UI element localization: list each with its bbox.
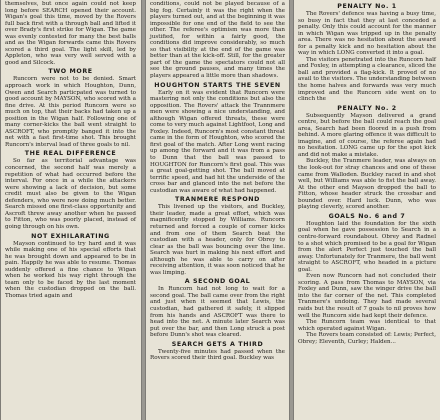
report-paragraph: Buckley, the Tranmere leader, was always on the look-out for stray chances and one of these came from Walloden. Buckley raced in and shot well, but Williams was able to fist the ball away. At the other end Mayson dropped the ball to Fitton, whose header struck the crossbar and bounded over. Hard luck. Dunn, who was playing cleverly, scored another. <box>298 158 436 211</box>
report-paragraph: Early on it was evident that Runcorn were mastering not only the conditions but also the opposition. The Rovers' attack the Trannmere men were showing a nice understanding, and although Wigan offered threats, these were come to very much against Lightfoot, Long and Foxley. Indeed, Runcorn's most constant threat came in the form of Houghton, who scored the first goal of the match. After Long went racing up among the forward and it was from a pass to Dunn that the ball was passed to HOUGHTON for Runcorn's first goal. This was a great goal-getting shot. The ball moved at terrific speed, and had hit the underside of the cross bar and glanced into the net before the custodian was aware of what had happened. <box>150 89 285 194</box>
report-paragraph: Mayson continued to try hard and it was while making one of his special efforts that he was brought down and appeared to be in pain. Happily he was able to resume. Thomas suddenly offered a fine chance to Wigan when he worked his way right through the team only to be faced by the last moment when the custodian dropped on the ball. Thomas tried again and <box>5 240 136 299</box>
report-paragraph: Houghton laid the foundation for the sixth goal when he gave possession to Search in a centre-forward roundabout. Obrey and Radnel to a shot which promised to be a goal for Wigan from the alert Perfect just touched the ball away. Unfortunately for Tranmere, the ball went straight to ASCROFT, who headed in a picture goal. <box>298 220 436 273</box>
report-paragraph: Runcorn were not to be denied. Smart approach work in which Houghton, Dunn, Owen and Search particpated was turned to good account by MAYSON, who scored with a fine drive. At this period Runcorn were so much on top, that their backs had taken up a position in the Wigan half. Following one of many corner-kicks the ball went straight to ASCROFT, who promptly banged it into the net with a fast first-time shot. This brought Runcorn's interval lead of three goals to nil. <box>5 76 136 148</box>
subheading: TWO MORE <box>48 68 93 76</box>
clipping-column-left <box>1 0 141 420</box>
report-paragraph: conditions, could not be played because of a big fog. Certainly it was the right when the players turned out, and at the beginning it was impossible for one end of the field to see the other. The referee's optimism was more than justified, for within a fairly good, the conditions did improve considerably, so much so that visibility at the end of the game was better than at the kick-off. Still, for the greater part of the game the spectators could not all see the ground pauses, and many times the players appeared a little more than shadows. <box>150 1 285 80</box>
subheading: TRANMERE RESPOND <box>175 196 260 204</box>
report-paragraph: The Rovers' defence was having a busy time, so busy in fact that they at last conceded a penalty. Only this could account for the manner in which Wigan was tripped up in the penalty area. There was no hesitation about the award for a penalty kick and no hesitation about the way in which LONG converted it into a goal. <box>298 11 436 57</box>
report-paragraph: Even now Runcorn had not concluded their scoring. A pass from Thomas to MAYSON, via Foxley and Dunn, saw the winger drive the ball into the far corner of the net. This completed Tranmere's undoing. They had made several raids but the result of 7 goals to nil proves how well the Runcorn side had kept their defence. <box>298 273 436 319</box>
subheading: A SECOND GOAL <box>184 278 251 286</box>
report-paragraph: The Runcorn team was identical to that which operated against Wigan. <box>298 319 436 332</box>
clipping-column-right <box>294 0 440 420</box>
subheading: THE REAL DIFFERENCE <box>24 150 117 158</box>
subheading: GOALS No. 6 and 7 <box>328 212 406 220</box>
report-paragraph: Subsequently Mayson delivered a grand centre, but before the ball could reach the goal area, Search had been floored in a push from behind. A more glaring offence it was difficult to imagine, and of course, the referee again had no hesitation. LONG came up for the spot kick and did not make a mistake. <box>298 112 436 158</box>
report-paragraph: The Rovers team consisted of: Lewis; Perfect, Obrey; Eleventh, Curley; Halden... <box>298 332 436 345</box>
subheading: SEARCH GETS A THIRD <box>171 340 264 348</box>
report-paragraph: This livened up the visitors, and Buckley, their leader, made a great effort, which was magnificently stopped by Williams. Runcorn returned and forced a couple of corner kicks and from one of them Search beat the custodian with a header, only for Obrey to clear as the ball was bouncing over the line. Search was hurt in making his next effort and although he was able to carry on after receiving attention, it was soon noticed that he was limping. <box>150 204 285 276</box>
clipping-column-middle <box>146 0 289 420</box>
subheading: PENALTY No. 2 <box>337 104 397 112</box>
subheading: NOT EXHILARATING <box>31 232 110 240</box>
report-paragraph: So far as territorial advantage was concerned, the second half was merely a repetition of what had occurred before the interval. For once in a while the attackers were showing a lack of decision, but some credit must also be given to the Wigan defenders, who were now doing much better. Search missed one first-class opportunity and Ascroft threw away another when he passed to Fitton, who was poorly placed, instead of going through on his own. <box>5 158 136 230</box>
report-paragraph: The visitors penetrated into the Runcorn half and Foxley, in attempting a clearance, sliced the ball and provided a flag-kick. It proved of no avail to the visitors. The understanding between the home halves and forwards was very much improved and the Runcorn side went on to clinch the <box>298 56 436 103</box>
report-paragraph: themselves, but once again could not keep long before SEARCH opened their account. Wigan's goal this time, moved by the Rovers full back first with a through ball and lifted it over Brady's first strike for Wigan. The game was evenly contested for many the best balls and as the Wigan forwards came this Rovers scored a third goal. The light skill, led by Appleton, who was very well served with a good and Silcock. <box>5 1 136 66</box>
subheading: PENALTY No. 1 <box>337 3 397 10</box>
subheading: HOUGHTON STARTS THE SEVEN <box>154 81 281 89</box>
report-paragraph: In Runcorn had not long to wait for a second goal. The ball came over from the right and just when it seemed that Lewis, the custodian, had gathered it safely, it slipped from his hands and ASCROFT was there to head into the net. A minute later Search was put over the bar, and then Long struck a post before Dunn's shot was cleared. <box>150 286 285 339</box>
report-paragraph: Twenty-five minutes had passed when the Rovers scored their third goal. Buckley was <box>150 348 285 362</box>
